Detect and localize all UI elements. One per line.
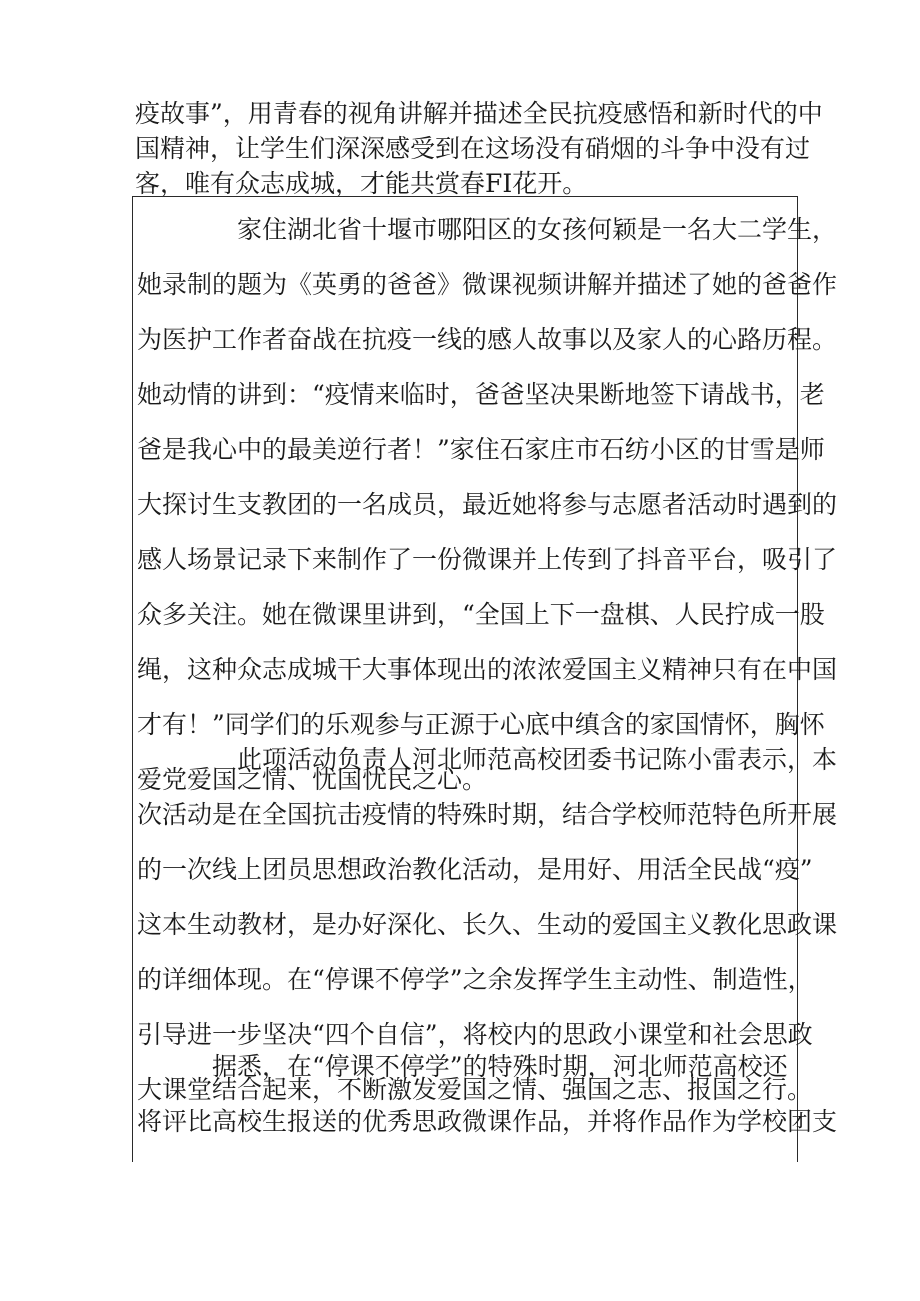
text-line: 这本生动教材，是办好深化、长久、生动的爱国主义教化思政课 (137, 910, 838, 939)
text-line: 才有！”同学们的乐观参与正源于心底中缜含的家国情怀，胸怀 (137, 710, 825, 739)
text-line: 疫故事”，用青春的视角讲解并描述全民抗疫感悟和新时代的中 (135, 99, 823, 128)
text-line: 她录制的题为《英勇的爸爸》微课视频讲解并描述了她的爸爸作 (137, 270, 838, 299)
text-line: 绳，这种众志成城干大事体现出的浓浓爱国主义精神只有在中国 (137, 655, 838, 684)
text-line: 将评比高校生报送的优秀思政微课作品，并将作品作为学校团支 (137, 1107, 838, 1136)
intro-text (135, 96, 823, 201)
text-line: 据悉，在“停课不停学”的特殊时期，河北师范高校还 (212, 1052, 788, 1081)
text-line: 此项活动负责人河北师范高校团委书记陈小雷表示，本 (237, 745, 838, 774)
paragraph-1 (137, 202, 838, 807)
text-line: 的一次线上团员思想政治教化活动，是用好、用活全民战“疫” (137, 855, 813, 884)
text-line: 家住湖北省十堰市哪阳区的女孩何颖是一名大二学生， (237, 215, 838, 244)
text-line: 众多关注。她在微课里讲到，“全国上下一盘棋、人民拧成一股 (137, 600, 825, 629)
text-line: 大课堂结合起来，不断激发爱国之情、强国之志、报国之行。 (137, 1075, 813, 1104)
paragraph-3 (137, 1039, 838, 1149)
text-line: 感人场景记录下来制作了一份微课并上传到了抖音平台，吸引了 (137, 545, 838, 574)
text-line: 的详细体现。在“停课不停学”之余发挥学生主动性、制造性， (137, 965, 813, 994)
text-line: 国精神，让学生们深深感受到在这场没有硝烟的斗争中没有过 (135, 134, 811, 163)
text-line: 爱党爱国之情、忧国忧民之心。 (137, 765, 488, 794)
text-line: 客，唯有众志成城，才能共赏春FI花开。 (135, 169, 588, 198)
text-line: 为医护工作者奋战在抗疫一线的感人故事以及家人的心路历程。 (137, 325, 838, 354)
text-line: 大探讨生支教团的一名成员，最近她将参与志愿者活动时遇到的 (137, 490, 838, 519)
text-line: 次活动是在全国抗击疫情的特殊时期，结合学校师范特色所开展 (137, 800, 838, 829)
text-line: 爸是我心中的最美逆行者！”家住石家庄市石纺小区的甘雪是师 (137, 435, 825, 464)
text-line: 引导进一步坚决“四个自信”，将校内的思政小课堂和社会思政 (137, 1020, 813, 1049)
text-line: 她动情的讲到：“疫情来临时，爸爸坚决果断地签下请战书，老 (137, 380, 825, 409)
